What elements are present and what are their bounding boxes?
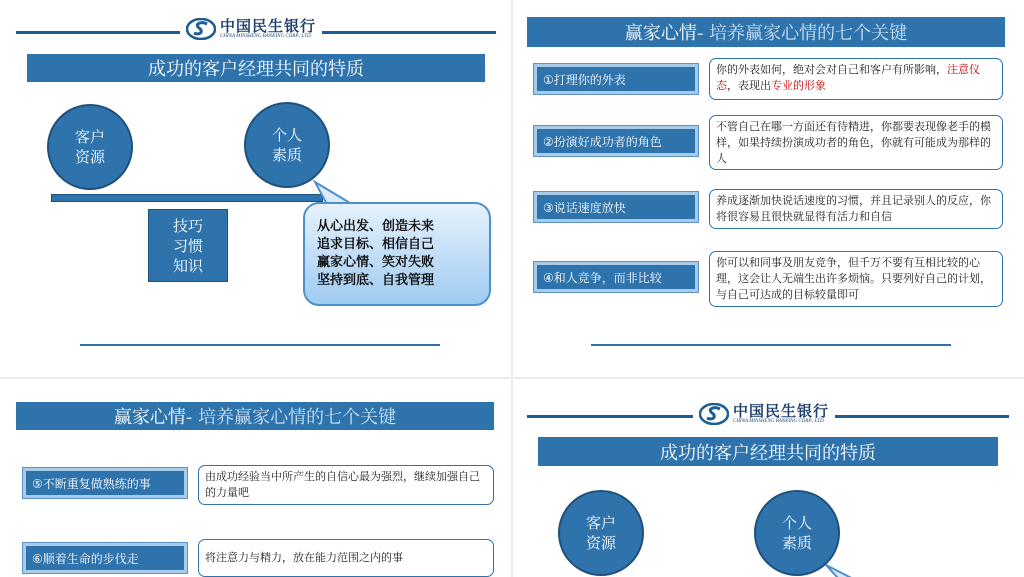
key-label-5: ⑤不断重复做熟练的事: [23, 468, 187, 498]
circle-line: 个人: [271, 126, 302, 144]
slide-title: [527, 17, 1005, 47]
key-label-6: ⑥顺着生命的步伐走: [23, 543, 187, 573]
bubble-line: 坚持到底、自我管理: [317, 273, 435, 288]
circle-line: 客户: [74, 128, 105, 146]
desc-text: 你的外表如何，绝对会对自己和客户有所影响，: [716, 63, 947, 76]
callout-bubble: [303, 202, 491, 306]
key-desc-5: 由成功经验当中所产生的自信心最为强烈，继续加强自己的力量吧: [198, 465, 494, 505]
bank-logo: [693, 403, 835, 425]
logo-english-name: CHINA MINSHENG BANKING CORP., LTD.: [733, 419, 825, 424]
key-desc-4: 你可以和同事及朋友竞争，但千万不要有互相比较的心理，这会让人无端生出许多烦恼。只要列好自己的计划，与自己可达成的目标较量即可: [709, 251, 1003, 307]
bubble-line: 赢家心情、笑对失败: [317, 255, 435, 270]
key-desc-6: 将注意力与精力，放在能力范围之内的事: [198, 539, 494, 577]
slide-title: 成功的客户经理共同的特质: [27, 54, 485, 82]
circle-line: 素质: [781, 534, 812, 552]
logo-mark-icon: [186, 18, 216, 40]
slide-thumbnail-traits-repeat[interactable]: [513, 379, 1024, 577]
footer-rule: [591, 344, 951, 346]
key-label-3: ③说话速度放快: [534, 192, 698, 222]
slide-title: [16, 402, 494, 430]
circle-line: 资源: [74, 148, 105, 166]
circle-personal-quality: [244, 102, 330, 188]
key-desc-2: 不管自己在哪一方面还有待精进，你都要表现像老手的模样，如果持续扮演成功者的角色，你就有可能成为那样的人: [709, 115, 1003, 170]
bank-logo: [180, 18, 322, 40]
skills-box: [148, 209, 228, 282]
slide-thumbnail-keys[interactable]: [513, 0, 1024, 377]
title-sub: - 培养赢家心情的七个关键: [696, 23, 908, 44]
circle-line: 素质: [271, 146, 302, 164]
desc-highlight: 专业的形象: [771, 79, 826, 92]
slide-thumbnail-traits[interactable]: [0, 0, 511, 377]
logo-chinese-name: 中国民生银行: [733, 402, 830, 420]
circle-line: 客户: [585, 514, 616, 532]
slide-title: 成功的客户经理共同的特质: [538, 437, 998, 466]
logo-english-name: CHINA MINSHENG BANKING CORP., LTD.: [220, 34, 312, 39]
bubble-line: 追求目标、相信自己: [317, 237, 435, 252]
circle-line: 个人: [781, 514, 812, 532]
footer-rule: [80, 344, 440, 346]
key-desc-3: 养成逐渐加快说话速度的习惯，并且记录别人的反应，你将很容易且很快就显得有活力和自信: [709, 189, 1003, 229]
bubble-line: 从心出发、创造未来: [317, 219, 435, 234]
connector-bar: [51, 194, 323, 202]
circle-customer-resources: [558, 490, 644, 576]
key-desc-1: [709, 58, 1003, 100]
title-sub: - 培养赢家心情的七个关键: [185, 407, 397, 428]
box-line: 技巧: [172, 216, 203, 235]
key-label-2: ②扮演好成功者的角色: [534, 126, 698, 156]
title-main: 赢家心情: [113, 407, 186, 428]
circle-customer-resources: [47, 104, 133, 190]
logo-mark-icon: [699, 403, 729, 425]
slide-thumbnail-keys-continued[interactable]: [0, 379, 511, 577]
bubble-tail-icon: [818, 559, 878, 577]
key-label-1: ①打理你的外表: [534, 64, 698, 94]
key-label-4: ④和人竞争，而非比较: [534, 262, 698, 292]
circle-line: 资源: [585, 534, 616, 552]
box-line: 习惯: [172, 236, 203, 255]
box-line: 知识: [172, 256, 203, 275]
desc-text: ，表现出: [727, 79, 771, 92]
title-main: 赢家心情: [624, 23, 697, 44]
desc-highlight: 注意仪态: [716, 63, 980, 92]
logo-chinese-name: 中国民生银行: [220, 17, 317, 35]
